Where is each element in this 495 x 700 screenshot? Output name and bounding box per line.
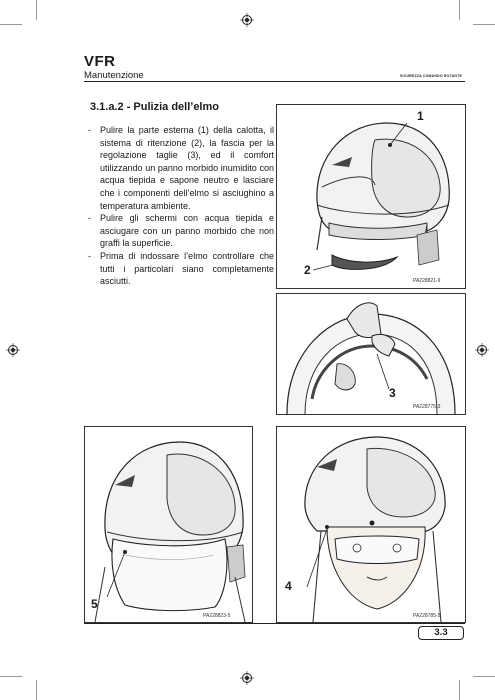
callout-4: 4 [285,579,292,593]
callout-3: 3 [389,386,396,400]
registration-mark-icon [475,343,489,357]
crop-mark [36,0,37,20]
header-right-label: SICUREZZA COMANDO ROTANTE [400,74,462,78]
crop-mark [473,24,495,25]
registration-mark-icon [6,343,20,357]
figure-code: PA228821-9 [413,278,441,284]
callout-1: 1 [417,109,424,123]
callout-2: 2 [304,263,311,277]
document-title: VFR [84,53,116,70]
crop-mark [473,676,495,677]
figure-code: PA228823-5 [203,613,231,619]
figure-helmet-visor [84,426,253,623]
figure-size-band [276,293,466,415]
registration-mark-icon [240,13,254,27]
figure-helmet-worn [276,426,466,623]
footer-divider [84,623,465,624]
registration-mark-icon [240,671,254,685]
list-item: - Pulire la parte esterna (1) della calotta, il sistema di ritenzione (2), la fascia per la regolazione taglie (3), ed il comfort utilizzando un panno morbido inumidito con acqua tiepida e sapone neutro e lasciare che i componenti dell’elmo si asciughino a temperatura ambiente. [88,125,274,211]
figure-code: PA228775-3 [413,404,441,410]
section-title: 3.1.a.2 - Pulizia dell’elmo [90,101,219,113]
helmet-visor-illustration [85,427,252,622]
page-number: 3.3 [418,626,464,640]
crop-mark [459,680,460,700]
crop-mark [0,676,22,677]
header-divider [84,81,465,82]
helmet-worn-illustration [277,427,465,622]
figure-helmet-exterior [276,104,466,289]
helmet-interior-illustration [277,294,465,414]
crop-mark [0,24,22,25]
bullet-list [88,124,274,288]
list-item: - Prima di indossare l’elmo controllare che tutti i particolari siano completamente asciutti. [88,250,274,287]
crop-mark [459,0,460,20]
document-subtitle: Manutenzione [84,70,144,81]
figure-code: PA228785-5 [413,613,441,619]
callout-5: 5 [91,597,98,611]
crop-mark [36,680,37,700]
helmet-illustration [277,105,465,288]
list-item: - Pulire gli schermi con acqua tiepida e asciugare con un panno morbido che non graffi la superficie. [88,213,274,249]
